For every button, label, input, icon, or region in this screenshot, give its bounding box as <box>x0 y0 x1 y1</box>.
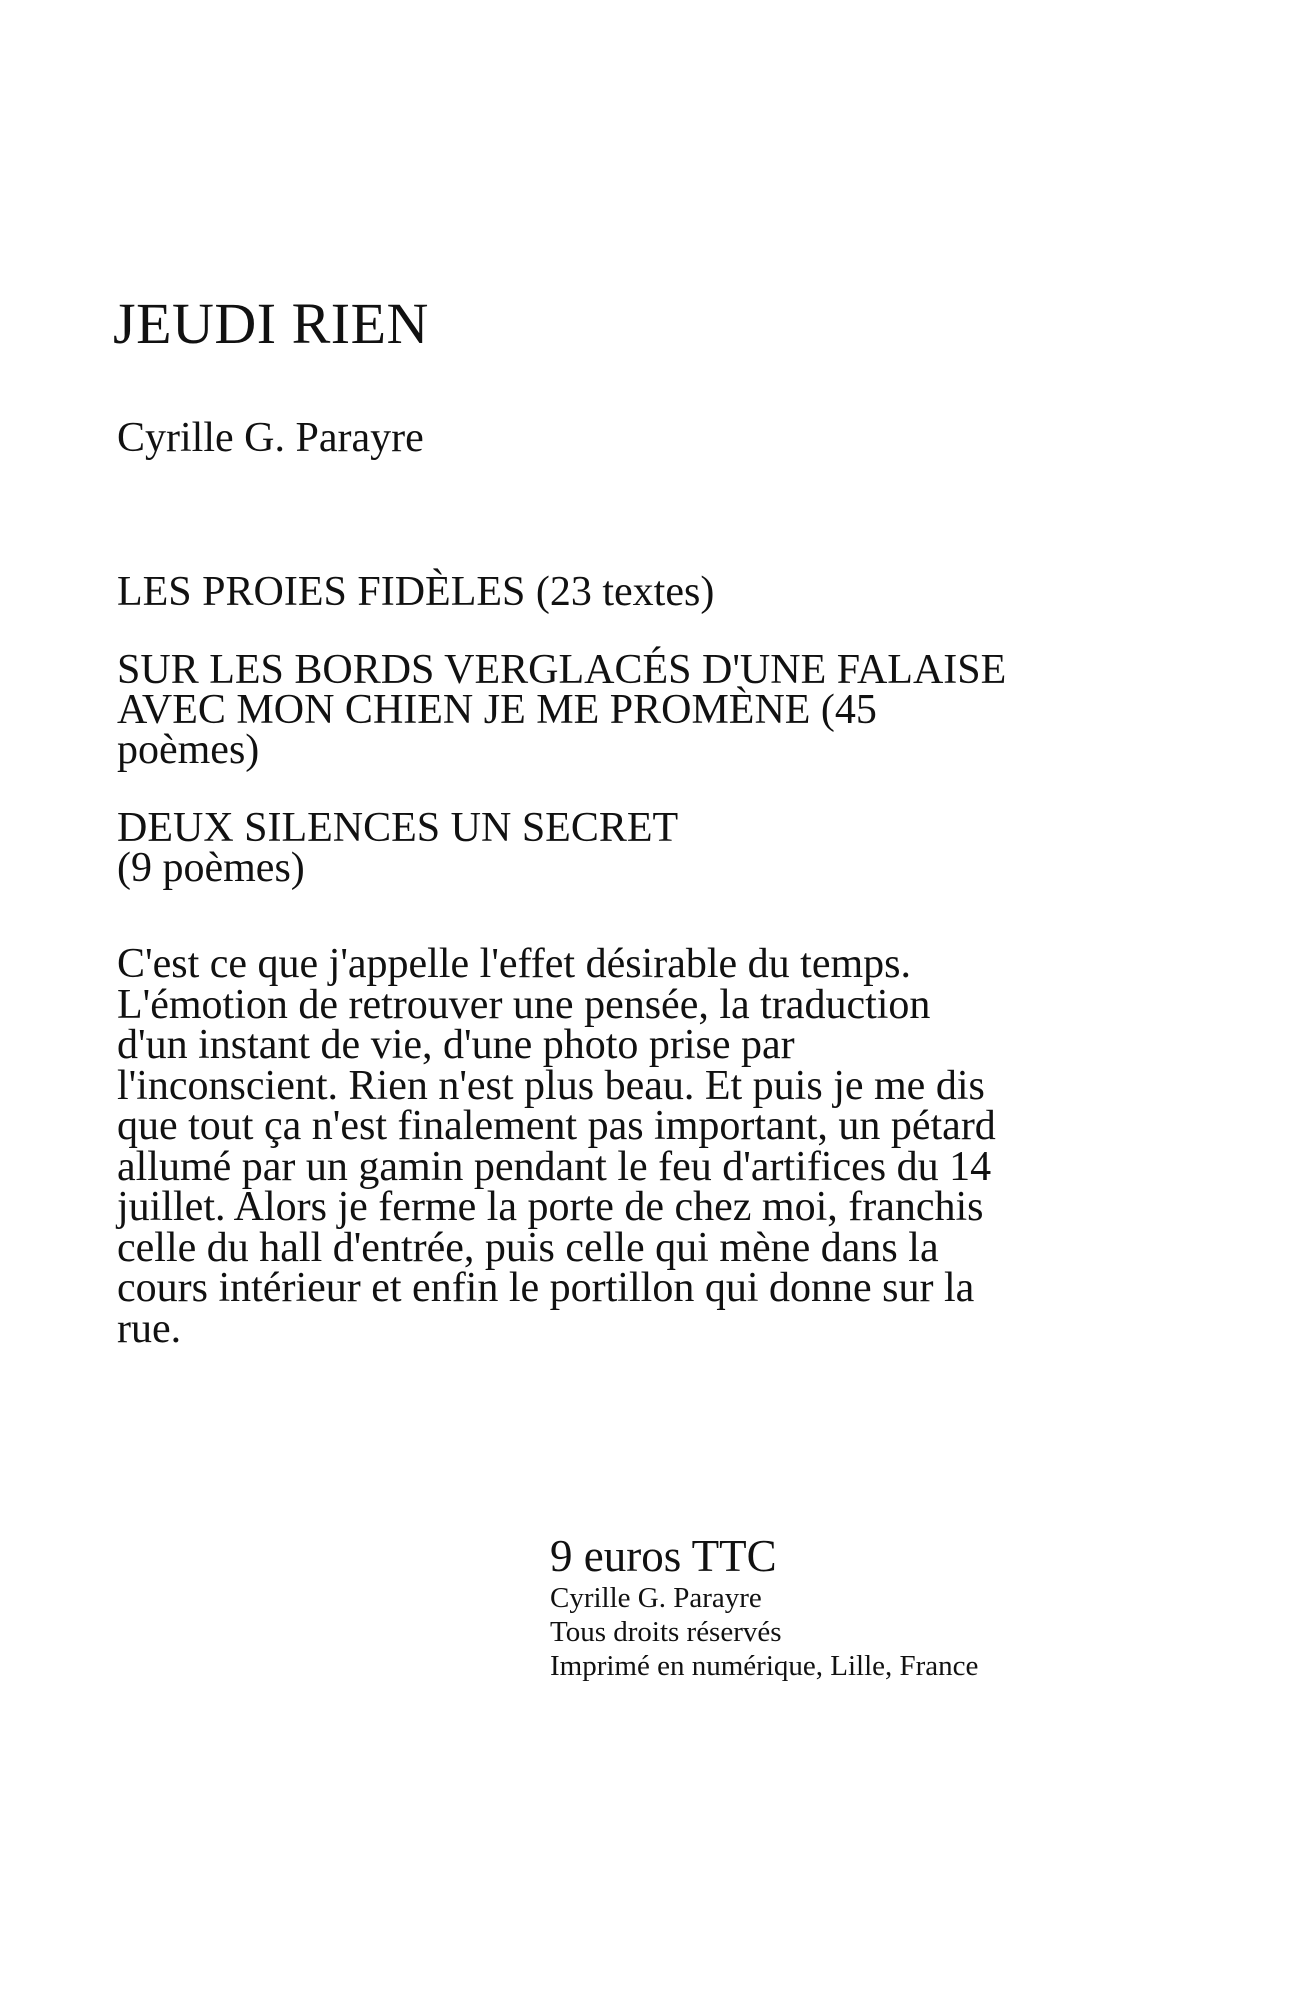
colophon-printing: Imprimé en numérique, Lille, France <box>550 1650 979 1682</box>
colophon <box>550 1533 978 1683</box>
work-count: (9 poèmes) <box>117 845 305 891</box>
book-title: JEUDI RIEN <box>113 291 429 356</box>
work-title: LES PROIES FIDÈLES (23 textes) <box>117 569 715 615</box>
work-item <box>117 647 1017 773</box>
works-list <box>117 569 1017 926</box>
work-item <box>117 569 1017 615</box>
price-label: 9 euros TTC <box>550 1531 777 1581</box>
colophon-rights: Tous droits réservés <box>550 1616 782 1648</box>
back-cover-blurb: C'est ce que j'appelle l'effet désirable du temps. L'émotion de retrouver une pensée, la traduction d'un instant de vie, d'une photo prise par l'inconscient. Rien n'est plus beau. Et puis je me dis que tout ça n'est finalement pas important, un pétard allumé par un gamin pendant le feu d'artifices du 14 juillet. Alors je ferme la porte de chez moi, franchis celle du hall d'entrée, puis celle qui mène dans la cours intérieur et enfin le portillon qui donne sur la rue. <box>117 941 996 1352</box>
book-author: Cyrille G. Parayre <box>117 415 424 461</box>
colophon-author: Cyrille G. Parayre <box>550 1582 762 1614</box>
work-title: SUR LES BORDS VERGLACÉS D'UNE FALAISE AVEC MON CHIEN JE ME PROMÈNE (45 poèmes) <box>117 647 1007 773</box>
work-item <box>117 805 1017 891</box>
work-title: DEUX SILENCES UN SECRET <box>117 805 679 851</box>
